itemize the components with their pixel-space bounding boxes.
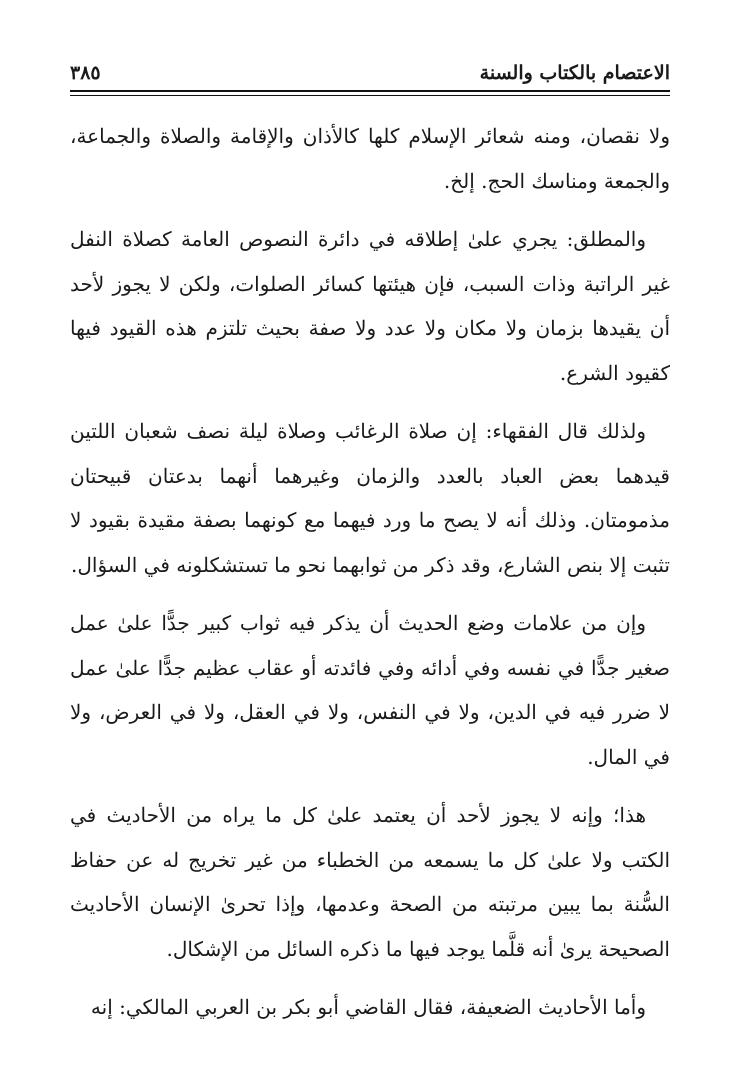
header-double-rule (70, 90, 670, 96)
paragraph-3: ولذلك قال الفقهاء: إن صلاة الرغائب وصلاة ليلة نصف شعبان اللتين قيدهما بعض العباد بالعدد والزمان وغيرهما أنهما بدعتان قبيحتان مذمومتان. وذلك أنه لا يصح ما ورد فيهما مع كونهما بصفة مقيدة بقيود لا تثبت إلا بنص الشارع، وقد ذكر من ثوابهما نحو ما تستشكلونه في السؤال. (70, 419, 670, 577)
paragraph-2: والمطلق: يجري علىٰ إطلاقه في دائرة النصوص العامة كصلاة النفل غير الراتبة وذات السبب، فإن هيئتها كسائر الصلوات، ولكن لا يجوز لأحد أن يقيدها بزمان ولا مكان ولا عدد ولا صفة بحيث تلتزم هذه القيود فيها كقيود الشرع. (70, 227, 670, 385)
page-number: ٣٨٥ (70, 62, 101, 84)
page-body (70, 114, 670, 1030)
page-header (70, 50, 670, 86)
paragraph-4: وإن من علامات وضع الحديث أن يذكر فيه ثواب كبير جدًّا علىٰ عمل صغير جدًّا في نفسه وفي أدائه وفي فائدته أو عقاب عظيم جدًّا علىٰ عمل لا ضرر فيه في الدين، ولا في النفس، ولا في العقل، ولا في العرض، ولا في المال. (70, 611, 670, 769)
paragraph-1: ولا نقصان، ومنه شعائر الإسلام كلها كالأذان والإقامة والصلاة والجماعة، والجمعة ومناسك الحج. إلخ. (70, 124, 670, 193)
running-title: الاعتصام بالكتاب والسنة (479, 62, 670, 84)
paragraph-5: هذا؛ وإنه لا يجوز لأحد أن يعتمد علىٰ كل ما يراه من الأحاديث في الكتب ولا علىٰ كل ما يسمعه من الخطباء من غير تخريج له عن حفاظ السُّنة بما يبين مرتبته من الصحة وعدمها، وإذا تحرىٰ الإنسان الأحاديث الصحيحة يرىٰ أنه قلَّما يوجد فيها ما ذكره السائل من الإشكال. (70, 803, 670, 961)
paragraph-6: وأما الأحاديث الضعيفة، فقال القاضي أبو بكر بن العربي المالكي: إنه (90, 995, 646, 1019)
